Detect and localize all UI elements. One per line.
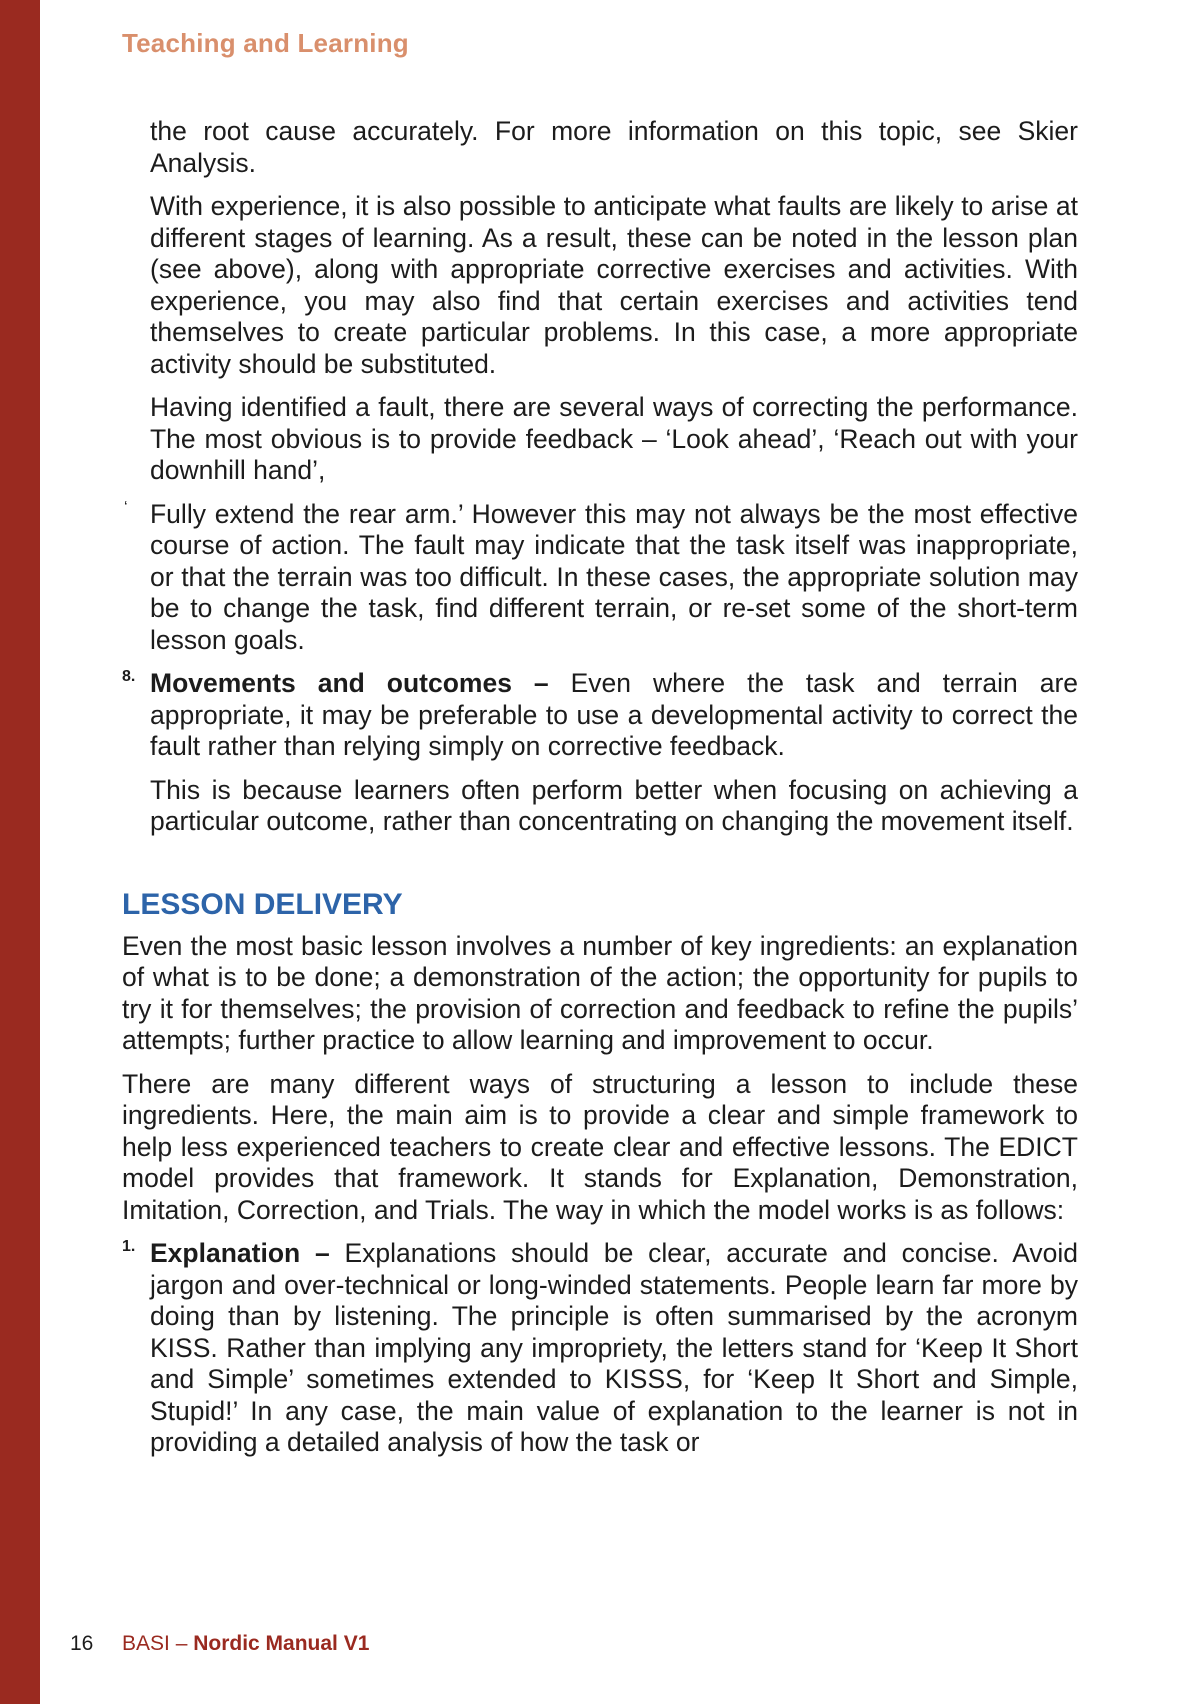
page-number: 16 — [70, 1632, 94, 1655]
paragraph-edict-model: There are many different ways of structuring a lesson to include these ingredients. Here, the main aim is to provide a clear and simple framework to help less experienced teachers to create clear and effective lessons. The EDICT model provides that framework. It stands for Explanation, Demonstration, Imitation, Correction, and Trials. The way in which the model works is as follows: — [122, 1068, 1078, 1225]
list-item-text — [150, 1238, 1078, 1459]
list-item-lead: Explanation – — [150, 1238, 330, 1268]
running-title: Teaching and Learning — [122, 28, 409, 58]
list-item-8 — [122, 668, 1079, 763]
paragraph-learners-outcome: This is because learners often perform better when focusing on achieving a particular outcome, rather than concentrating on changing the movement itself. — [150, 774, 1078, 836]
paragraph-continued: the root cause accurately. For more information on this topic, see Skier Analysis. — [150, 116, 1078, 178]
list-number: 1. — [122, 1238, 136, 1255]
section-heading: LESSON DELIVERY — [122, 887, 403, 921]
list-item-body: Even where the task and terrain are appropriate, it may be preferable to use a developmental activity to correct the fault rather than relying simply on corrective feedback. — [150, 668, 1079, 761]
list-item-1 — [122, 1238, 1078, 1459]
paragraph-anticipate-faults: With experience, it is also possible to anticipate what faults are likely to arise at different stages of learning. As a result, these can be noted in the lesson plan (see above), along with appropriate corrective exercises and activities. With experience, you may also find that certain exercises and activities tend themselves to create particular problems. In this case, a more appropriate activity should be substituted. — [150, 191, 1078, 379]
stray-quote-mark: ‘ — [124, 498, 128, 516]
paragraph-rear-arm — [124, 498, 1078, 657]
page-edge-bar — [0, 0, 40, 1704]
page-footer — [70, 1632, 369, 1656]
paragraph-correcting-performance: Having identified a fault, there are several ways of correcting the performance. The most obvious is to provide feedback – ‘Look ahead’, ‘Reach out with your downhill hand’, — [150, 392, 1078, 485]
list-item-text — [150, 668, 1078, 763]
list-item-body: Explanations should be clear, accurate and concise. Avoid jargon and over-technical or long-winded statements. People learn far more by doing than by listening. The principle is often summarised by the acronym KISS. Rather than implying any impropriety, the letters stand for ‘Keep It Short and Simple’ sometimes extended to KISSS, for ‘Keep It Short and Simple, Stupid!’ In any case, the main value of explanation to the learner is not in providing a detailed analysis of how the task or — [150, 1238, 1078, 1457]
page-body — [122, 116, 1078, 1459]
list-item-lead: Movements and outcomes – — [150, 668, 549, 698]
paragraph-rear-arm-text: Fully extend the rear arm.’ However this may not always be the most effective course of action. The fault may indicate that the task itself was inappropriate, or that the terrain was too difficult. In these cases, the appropriate solution may be to change the task, find different terrain, or re-set some of the short-term lesson goals. — [150, 498, 1078, 655]
list-number: 8. — [122, 668, 136, 685]
paragraph-key-ingredients: Even the most basic lesson involves a number of key ingredients: an explanation of what is to be done; a demonstration of the action; the opportunity for pupils to try it for themselves; the provision of correction and feedback to refine the pupils’ attempts; further practice to allow learning and improvement to occur. — [122, 930, 1078, 1055]
footer-org: BASI – — [122, 1632, 194, 1655]
footer-manual-title: Nordic Manual V1 — [193, 1632, 370, 1655]
